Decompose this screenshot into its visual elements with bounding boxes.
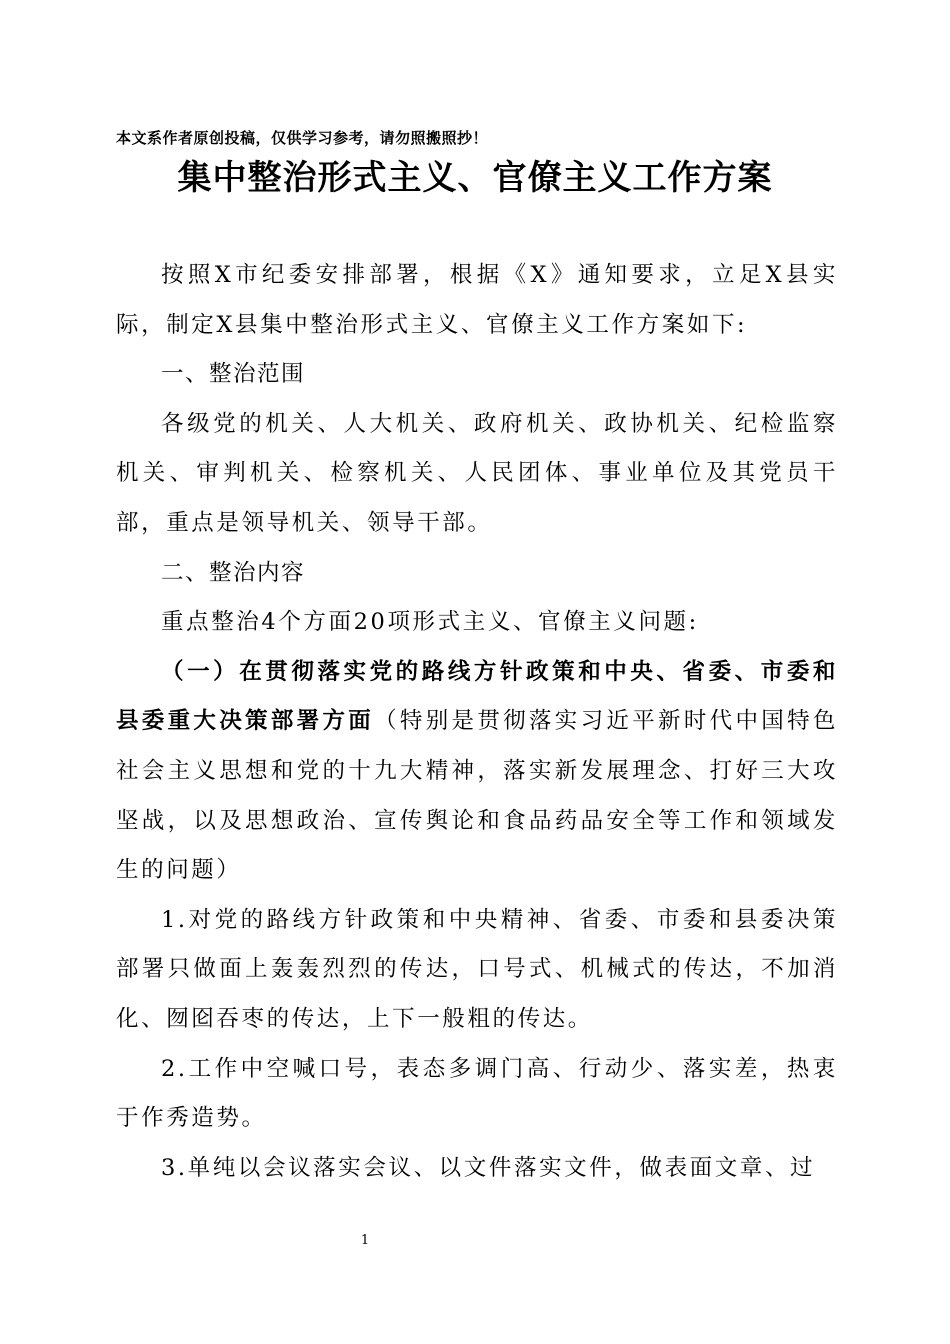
list-item-3: 3.单纯以会议落实会议、以文件落实文件，做表面文章、过 — [161, 1154, 816, 1181]
list-item-2: 2.工作中空喊口号，表态多调门高、行动少、落实差，热衷于作秀造势。 — [116, 1055, 838, 1132]
scope-paragraph: 各级党的机关、人大机关、政府机关、政协机关、纪检监察机关、审判机关、检察机关、人民团体、事业单位及其党员干部，重点是领导机关、领导干部。 — [116, 410, 838, 536]
page-number: 1 — [360, 1233, 370, 1248]
subsection-bold-heading: （一）在贯彻落实党的路线方针政策和中央、省委、市委和县委重大决策部署方面 — [116, 658, 838, 735]
subsection-note: （特别是贯彻落实习近平新时代中国特色社会主义思想和党的十九大精神，落实新发展理念、打好三大攻坚战，以及思想政治、宣传舆论和食品药品安全等工作和领域发生的问题） — [116, 708, 838, 884]
intro-paragraph: 按照X市纪委安排部署，根据《X》通知要求，立足X县实际，制定X县集中整治形式主义、官僚主义工作方案如下: — [116, 262, 838, 338]
subsection-paragraph — [116, 648, 838, 896]
content-intro-paragraph: 重点整治4个方面20项形式主义、官僚主义问题: — [161, 609, 699, 636]
list-item-1: 1.对党的路线方针政策和中央精神、省委、市委和县委决策部署只做面上轰轰烈烈的传达，口号式、机械式的传达，不加消化、囫囵吞枣的传达，上下一般粗的传达。 — [116, 906, 838, 1032]
section-heading-content: 二、整治内容 — [161, 559, 306, 586]
document-body — [116, 251, 838, 1193]
document-title: 集中整治形式主义、官僚主义工作方案 — [177, 158, 773, 198]
copyright-notice: 本文系作者原创投稿，仅供学习参考，请勿照搬照抄！ — [116, 129, 489, 147]
section-heading-scope: 一、整治范围 — [161, 361, 306, 388]
